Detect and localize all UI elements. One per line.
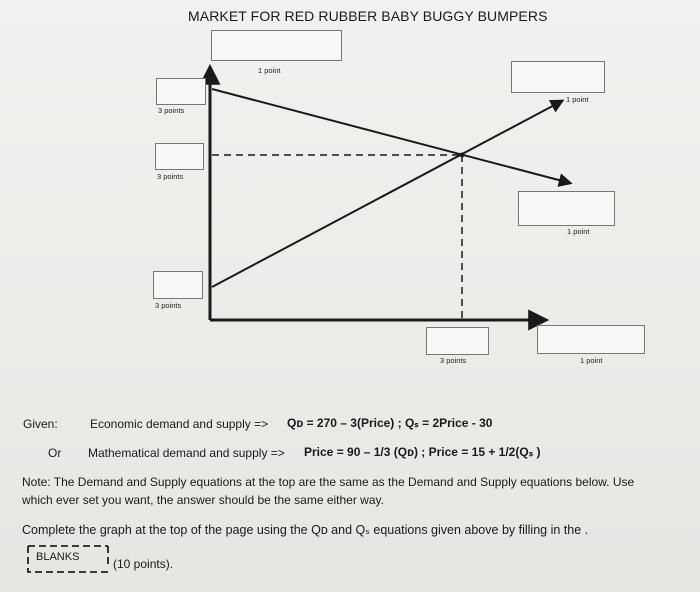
instruction-line: Complete the graph at the top of the page using the Qᴅ and Qₛ equations given above by filling in the . bbox=[22, 523, 589, 537]
points-label: 3 points bbox=[440, 356, 467, 365]
page-title: MARKET FOR RED RUBBER BABY BUGGY BUMPERS bbox=[188, 8, 548, 24]
equilibrium-point bbox=[460, 153, 465, 158]
points-label: 1 point bbox=[580, 356, 603, 365]
equilibrium-price-box[interactable] bbox=[155, 143, 204, 170]
supply-label-box[interactable] bbox=[511, 61, 605, 93]
note-line-2: which ever set you want, the answer should be the same either way. bbox=[22, 493, 384, 507]
mathematical-equations: Price = 90 – 1/3 (Qᴅ) ; Price = 15 + 1/2(Qₛ ) bbox=[304, 445, 541, 459]
note-line-1: Note: The Demand and Supply equations at the top are the same as the Demand and Supply equations below. Use bbox=[22, 475, 635, 489]
points-label: 1 point bbox=[258, 66, 281, 75]
points-label: 3 points bbox=[155, 301, 182, 310]
demand-label-box[interactable] bbox=[518, 191, 615, 226]
demand-curve bbox=[212, 89, 570, 183]
economic-demand-supply-text: Economic demand and supply => bbox=[90, 417, 269, 431]
y-axis-bottom-box[interactable] bbox=[153, 271, 203, 299]
equilibrium-quantity-box[interactable] bbox=[426, 327, 489, 355]
given-label: Given: bbox=[23, 417, 58, 431]
points-label: 3 points bbox=[157, 172, 184, 181]
title-answer-box[interactable] bbox=[211, 30, 342, 61]
or-label: Or bbox=[48, 446, 62, 460]
blanks-label: BLANKS bbox=[36, 551, 80, 563]
economic-equations: Qᴅ = 270 – 3(Price) ; Qₛ = 2Price - 30 bbox=[287, 416, 493, 430]
y-axis-top-box[interactable] bbox=[156, 78, 206, 105]
supply-curve bbox=[212, 101, 562, 287]
points-label: 3 points bbox=[158, 106, 185, 115]
points-note: (10 points). bbox=[113, 557, 174, 571]
mathematical-demand-supply-text: Mathematical demand and supply => bbox=[88, 446, 285, 460]
points-label: 1 point bbox=[566, 95, 589, 104]
x-axis-label-box[interactable] bbox=[537, 325, 645, 354]
points-label: 1 point bbox=[567, 227, 590, 236]
